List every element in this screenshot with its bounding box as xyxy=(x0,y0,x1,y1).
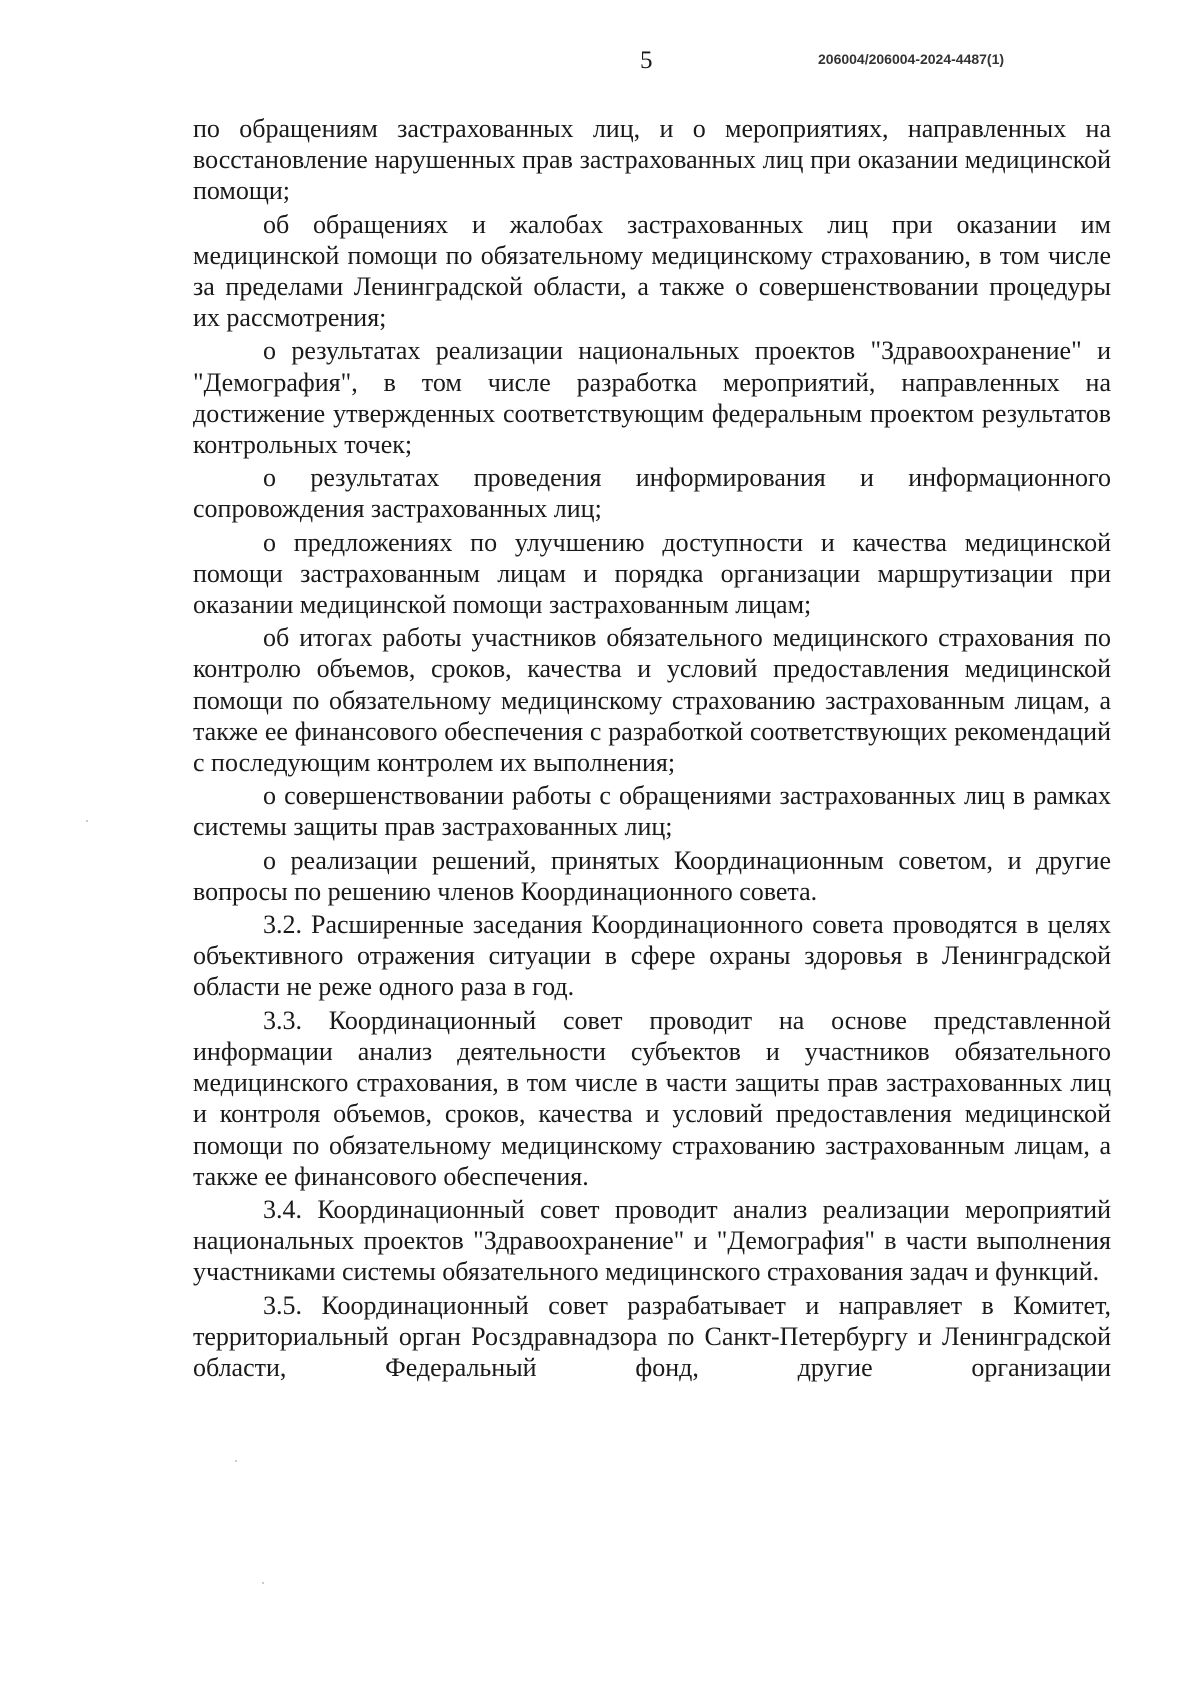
paragraph: 3.5. Координационный совет разрабатывает и направляет в Комитет, территориальный орган Росздравнадзора по Санкт-Петербургу и Ленинградской области, Федеральный фонд, другие организации xyxy=(193,1290,1111,1382)
paragraph: о результатах проведения информирования и информационного сопровождения застрахованных лиц; xyxy=(193,463,1111,524)
scan-speck xyxy=(262,1582,264,1584)
paragraph: 3.3. Координационный совет проводит на основе представленной информации анализ деятельности субъектов и участников обязательного медицинского страхования, в том числе в части защиты прав застрахованных лиц и контроля объемов, сроков, качества и условий предоставления медицинской помощи по обязательному медицинскому страхованию застрахованным лицам, а также ее финансового обеспечения. xyxy=(193,1005,1111,1191)
paragraph: о предложениях по улучшению доступности и качества медицинской помощи застрахованным лицам и порядка организации маршрутизации при оказании медицинской помощи застрахованным лицам; xyxy=(193,527,1111,620)
paragraph: по обращениям застрахованных лиц, и о мероприятиях, направленных на восстановление нарушенных прав застрахованных лиц при оказании медицинской помощи; xyxy=(193,114,1111,206)
document-id: 206004/206004-2024-4487(1) xyxy=(818,51,1005,67)
paragraph: 3.4. Координационный совет проводит анализ реализации мероприятий национальных проектов "Здравоохранение" и "Демография" в части выполнения участниками системы обязательного медицинского страхования задач и функций. xyxy=(193,1194,1111,1287)
page-number: 5 xyxy=(640,47,653,74)
paragraph: о результатах реализации национальных проектов "Здравоохранение" и "Демография", в том числе разработка мероприятий, направленных на достижение утвержденных соответствующим федеральным проектом результатов контрольных точек; xyxy=(193,336,1111,460)
document-body xyxy=(193,113,1111,1385)
scan-speck xyxy=(235,1460,237,1462)
paragraph: об обращениях и жалобах застрахованных лиц при оказании им медицинской помощи по обязательному медицинскому страхованию, в том числе за пределами Ленинградской области, а также о совершенствовании процедуры их рассмотрения; xyxy=(193,209,1111,333)
paragraph: об итогах работы участников обязательного медицинского страхования по контролю объемов, сроков, качества и условий предоставления медицинской помощи по обязательному медицинскому страхованию застрахованным лицам, а также ее финансового обеспечения с разработкой соответствующих рекомендаций с последующим контролем их выполнения; xyxy=(193,623,1111,778)
paragraph: о совершенствовании работы с обращениями застрахованных лиц в рамках системы защиты прав застрахованных лиц; xyxy=(193,781,1111,842)
scan-speck xyxy=(86,820,88,822)
paragraph: о реализации решений, принятых Координационным советом, и другие вопросы по решению членов Координационного совета. xyxy=(193,845,1111,906)
paragraph: 3.2. Расширенные заседания Координационного совета проводятся в целях объективного отражения ситуации в сфере охраны здоровья в Ленинградской области не реже одного раза в год. xyxy=(193,910,1111,1002)
